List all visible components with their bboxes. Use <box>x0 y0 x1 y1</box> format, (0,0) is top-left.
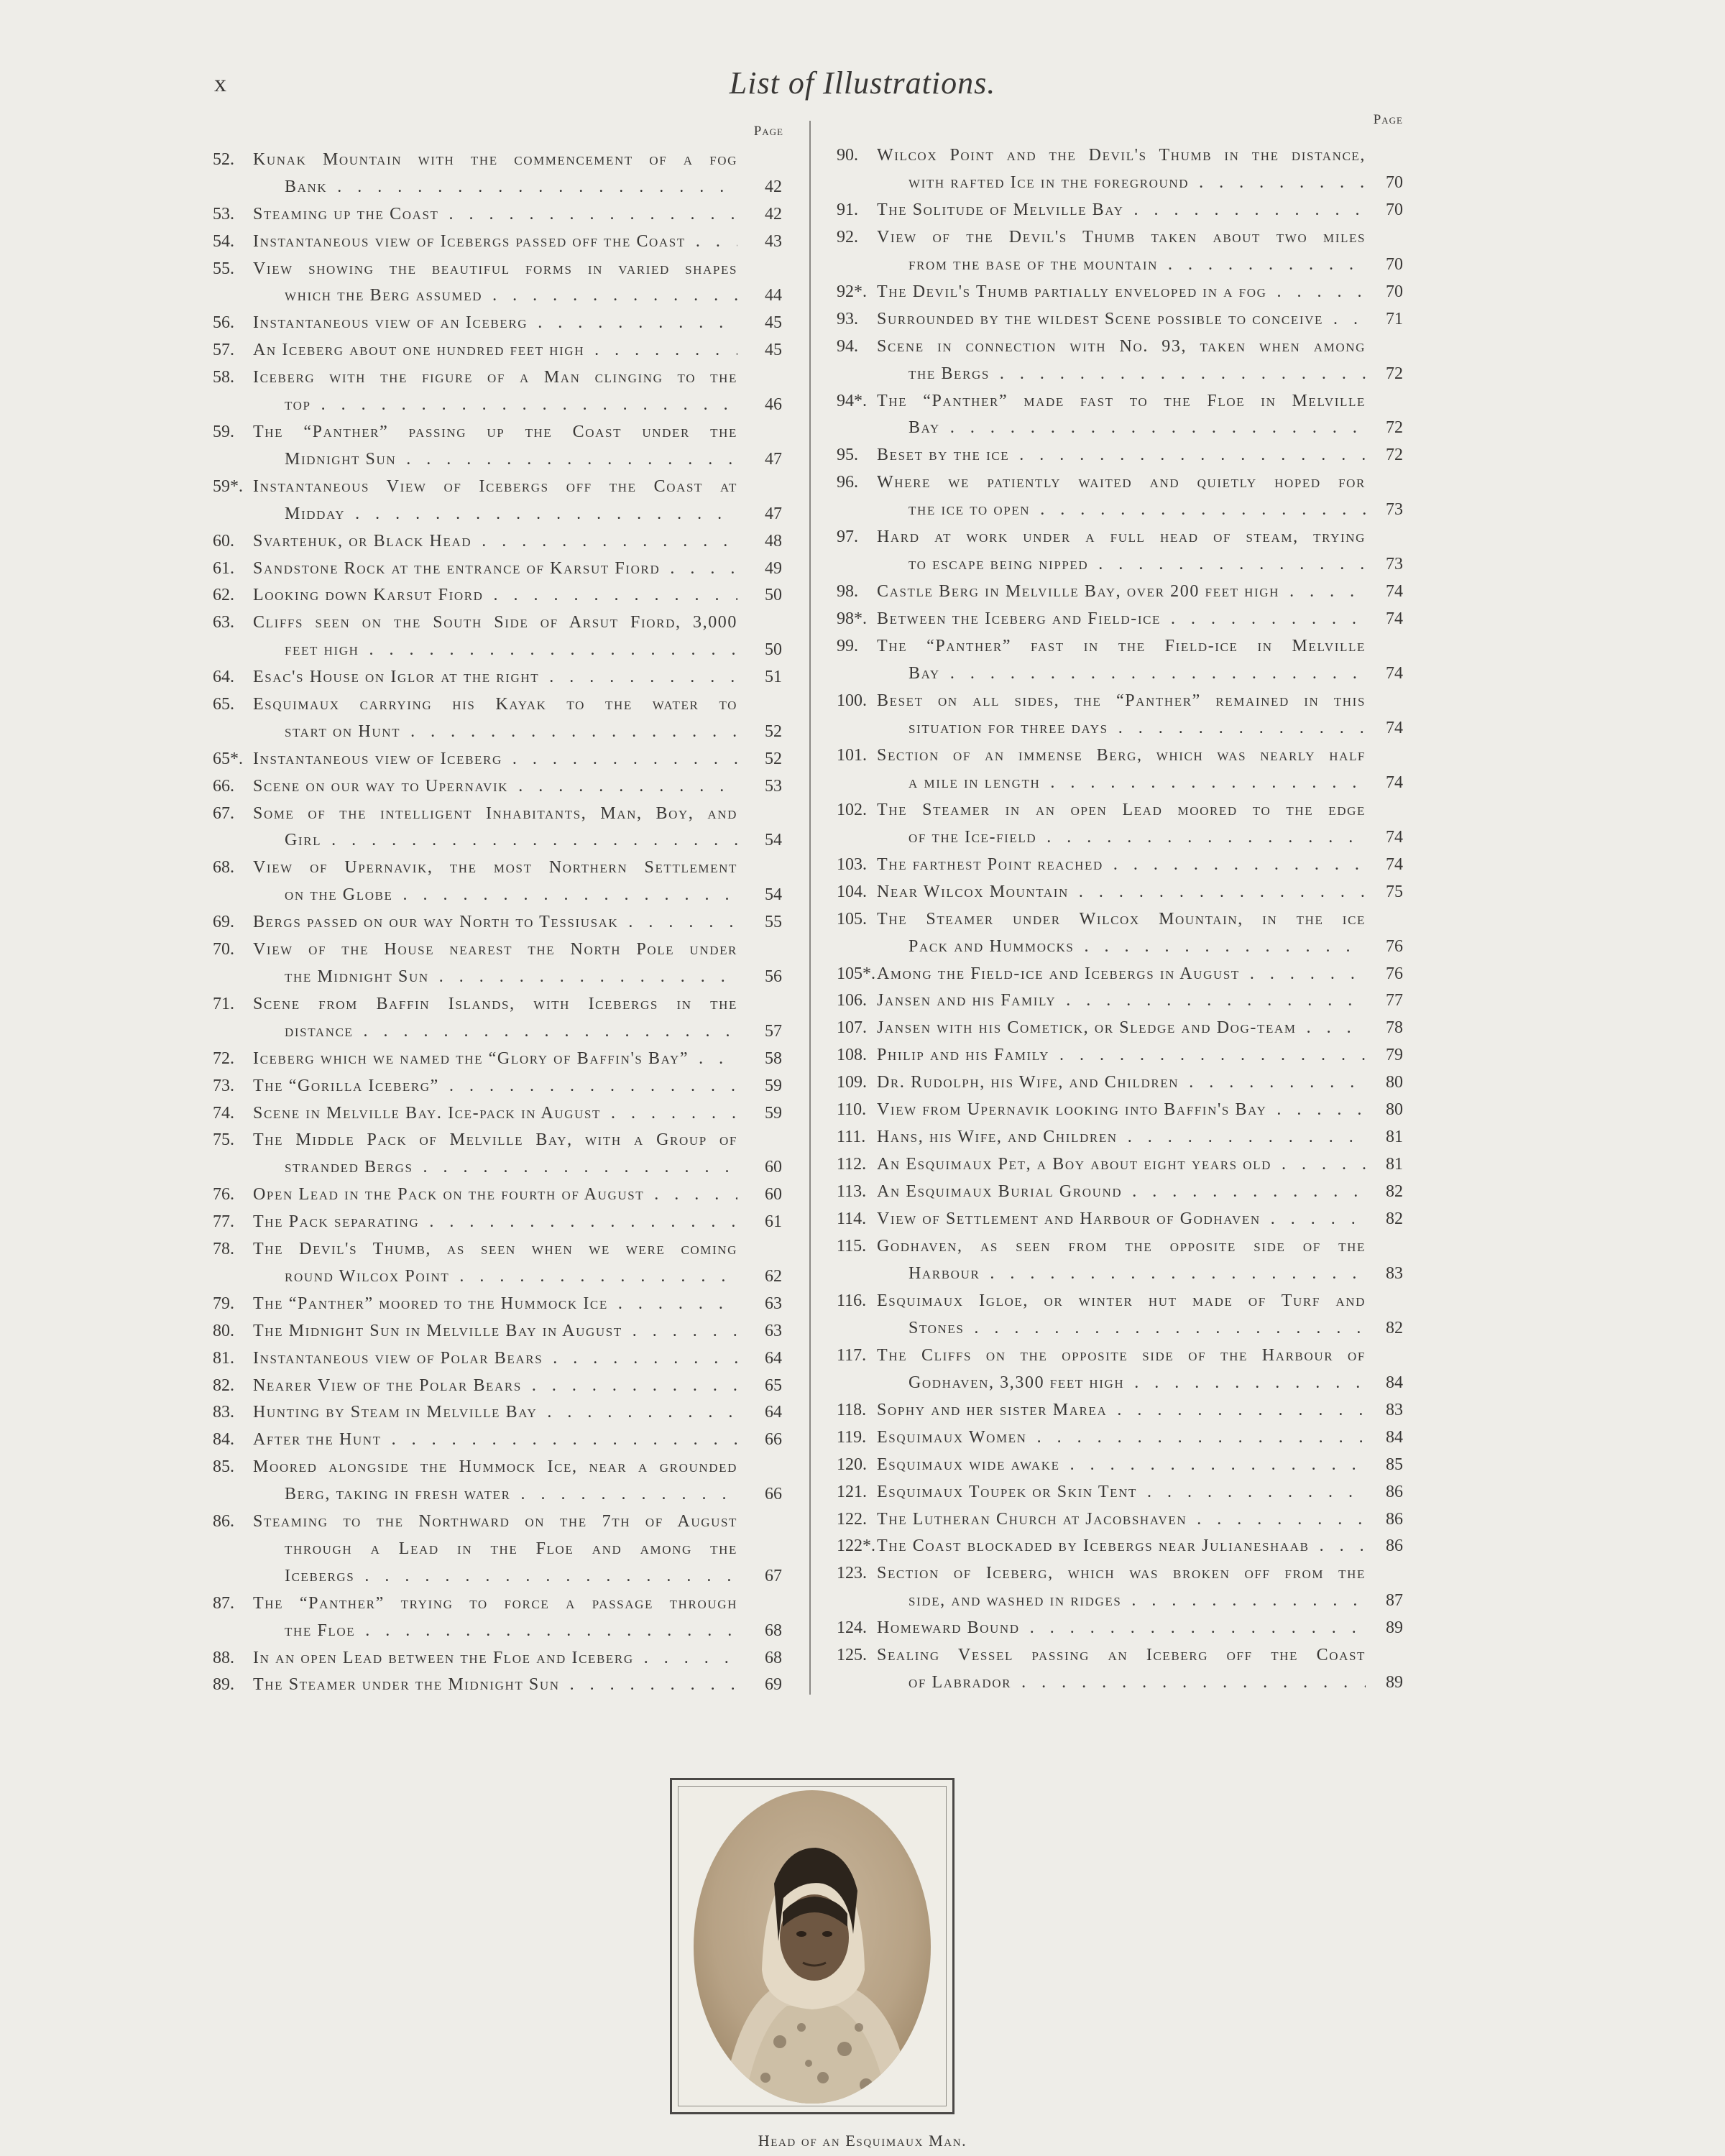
page-title: List of Illustrations. <box>729 65 996 101</box>
entry-page-number: 81 <box>1386 1128 1403 1147</box>
entry-page-number: 49 <box>765 558 782 578</box>
entry-title-line: Hunting by Steam in Melville Bay . . . <box>253 1399 737 1426</box>
entry-title-line: Between the Iceberg and Field-ice . . . <box>877 605 1366 632</box>
entry-page-number: 80 <box>1386 1100 1403 1120</box>
entry-title-line: Midnight Sun . . . <box>285 446 737 473</box>
entry-number: 100. <box>837 691 867 710</box>
entry-number: 125. <box>837 1646 867 1665</box>
entry-page-number: 60 <box>765 1158 782 1177</box>
entry-page-number: 53 <box>765 776 782 796</box>
entry-title-line: start on Hunt . . . <box>285 718 737 745</box>
entry-title-line: View from Upernavik looking into Baffin's Bay . . . <box>877 1096 1366 1123</box>
entry-number: 102. <box>837 800 867 819</box>
entry-title-line: Esquimaux Toupek or Skin Tent . . . <box>877 1478 1366 1506</box>
entry-number: 92. <box>837 227 858 247</box>
entry-page-number: 58 <box>765 1049 782 1068</box>
illustration-frame <box>670 1778 954 2114</box>
entry-number: 62. <box>213 586 234 605</box>
entry-number: 105*. <box>837 964 875 983</box>
entry-title-line: distance . . . <box>285 1018 737 1045</box>
entry-number: 85. <box>213 1457 234 1477</box>
entry-page-number: 47 <box>765 504 782 523</box>
entry-title-line: the Floe . . . <box>285 1617 737 1644</box>
entry-number: 65. <box>213 695 234 714</box>
entry-page-number: 72 <box>1386 418 1403 438</box>
entry-number: 73. <box>213 1076 234 1095</box>
entry-title-line: The farthest Point reached . . . <box>877 851 1366 878</box>
entry-title-line: situation for three days . . . <box>908 714 1366 742</box>
entry-title-line: Sophy and her sister Marea . . . <box>877 1396 1366 1424</box>
entry-number: 112. <box>837 1155 867 1174</box>
entry-page-number: 66 <box>765 1430 782 1450</box>
entry-page-number: 56 <box>765 967 782 986</box>
entry-title-line: Esac's House on Iglor at the right . . . <box>253 663 737 691</box>
entry-number: 111. <box>837 1128 866 1147</box>
entry-page-number: 74 <box>1386 827 1403 847</box>
entry-title-line: Esquimaux wide awake . . . <box>877 1451 1366 1478</box>
entry-number: 74. <box>213 1103 234 1123</box>
entry-title-line: An Esquimaux Pet, a Boy about eight years old . . . <box>877 1151 1366 1178</box>
entry-page-number: 74 <box>1386 582 1403 602</box>
entry-number: 66. <box>213 776 234 796</box>
entry-title-line: Bergs passed on our way North to Tessiusak . . . <box>253 908 737 936</box>
entry-title-line: Cliffs seen on the South Side of Arsut Fiord, 3,000 <box>253 613 737 632</box>
entry-page-number: 83 <box>1386 1263 1403 1283</box>
entry-title-line: An Iceberg about one hundred feet high . . . <box>253 336 737 364</box>
entry-page-number: 44 <box>765 286 782 305</box>
entry-page-number: 65 <box>765 1376 782 1395</box>
entry-title-line: through a Lead in the Floe and among the <box>285 1539 737 1558</box>
entry-page-number: 64 <box>765 1403 782 1422</box>
entry-title-line: a mile in length . . . <box>908 769 1366 796</box>
entry-number: 121. <box>837 1482 867 1501</box>
entry-number: 69. <box>213 913 234 932</box>
entry-page-number: 66 <box>765 1485 782 1504</box>
entry-page-number: 50 <box>765 640 782 660</box>
illustration-caption: Head of an Esquimaux Man. <box>758 2132 967 2150</box>
entry-page-number: 89 <box>1386 1673 1403 1692</box>
entry-title-line: Wilcox Point and the Devil's Thumb in the distance, <box>877 146 1366 165</box>
page-column-heading: Page <box>1373 112 1403 127</box>
entry-page-number: 55 <box>765 913 782 932</box>
entry-number: 75. <box>213 1130 234 1150</box>
entry-title-line: View of Settlement and Harbour of Godhaven . . . <box>877 1205 1366 1233</box>
entry-title-line: Bay . . . <box>908 414 1366 441</box>
entry-number: 82. <box>213 1376 234 1395</box>
entry-number: 116. <box>837 1291 867 1310</box>
entry-title-line: the Bergs . . . <box>908 360 1366 387</box>
entry-number: 90. <box>837 146 858 165</box>
entry-page-number: 59 <box>765 1076 782 1095</box>
entry-title-line: View of Upernavik, the most Northern Settlement <box>253 858 737 877</box>
entry-page-number: 82 <box>1386 1318 1403 1337</box>
entry-title-line: Scene in Melville Bay. Ice-pack in August . . . <box>253 1100 737 1127</box>
entry-title-line: Girl . . . <box>285 826 737 854</box>
entry-page-number: 52 <box>765 749 782 768</box>
entry-number: 115. <box>837 1237 867 1256</box>
entry-title-line: The Middle Pack of Melville Bay, with a Group of <box>253 1130 737 1150</box>
entry-page-number: 54 <box>765 831 782 850</box>
entry-number: 89. <box>213 1675 234 1695</box>
entry-title-line: Instantaneous view of Icebergs passed off the Coast . . . <box>253 228 737 255</box>
entry-title-line: Jansen with his Cometick, or Sledge and Dog-team . . . <box>877 1014 1366 1041</box>
entry-title-line: Berg, taking in fresh water . . . <box>285 1480 737 1508</box>
entry-title-line: Esquimaux Women . . . <box>877 1424 1366 1451</box>
entry-title-line: The Steamer under the Midnight Sun . . . <box>253 1671 737 1698</box>
entry-number: 91. <box>837 200 858 219</box>
entry-number: 59*. <box>213 476 243 496</box>
entry-number: 103. <box>837 854 867 874</box>
entry-page-number: 76 <box>1386 936 1403 956</box>
entry-number: 79. <box>213 1294 234 1313</box>
entry-page-number: 73 <box>1386 555 1403 574</box>
entry-title-line: Iceberg which we named the “Glory of Baffin's Bay” . . . <box>253 1045 737 1072</box>
entry-title-line: side, and washed in ridges . . . <box>908 1587 1366 1614</box>
entry-title-line: of the Ice-field . . . <box>908 824 1366 851</box>
entry-page-number: 57 <box>765 1021 782 1041</box>
entry-number: 93. <box>837 309 858 328</box>
entry-page-number: 72 <box>1386 446 1403 465</box>
entry-page-number: 82 <box>1386 1210 1403 1229</box>
entry-page-number: 46 <box>765 395 782 415</box>
entry-number: 72. <box>213 1049 234 1068</box>
entry-title-line: Svartehuk, or Black Head . . . <box>253 528 737 555</box>
entry-number: 52. <box>213 150 234 169</box>
entry-title-line: Jansen and his Family . . . <box>877 987 1366 1014</box>
entry-page-number: 83 <box>1386 1400 1403 1419</box>
entry-number: 122. <box>837 1509 867 1529</box>
entry-title-line: round Wilcox Point . . . <box>285 1263 737 1290</box>
entry-page-number: 72 <box>1386 364 1403 383</box>
entry-title-line: Near Wilcox Mountain . . . <box>877 878 1366 906</box>
entry-number: 80. <box>213 1321 234 1340</box>
entry-page-number: 67 <box>765 1566 782 1585</box>
entry-number: 124. <box>837 1618 867 1638</box>
entry-number: 98*. <box>837 609 867 629</box>
entry-title-line: the Midnight Sun . . . <box>285 963 737 990</box>
entry-number: 94*. <box>837 391 867 410</box>
entry-title-line: The “Panther” made fast to the Floe in Melville <box>877 391 1366 410</box>
entry-title-line: Hans, his Wife, and Children . . . <box>877 1123 1366 1151</box>
entry-title-line: with rafted Ice in the foreground . . . <box>908 169 1366 196</box>
entry-number: 97. <box>837 528 858 547</box>
entry-title-line: Beset by the ice . . . <box>877 441 1366 469</box>
entry-number: 58. <box>213 368 234 387</box>
entry-page-number: 87 <box>1386 1591 1403 1611</box>
entry-number: 61. <box>213 558 234 578</box>
entry-number: 106. <box>837 991 867 1010</box>
entry-title-line: on the Globe . . . <box>285 881 737 908</box>
entry-title-line: the ice to open . . . <box>908 496 1366 523</box>
entry-title-line: Scene from Baffin Islands, with Icebergs in the <box>253 994 737 1013</box>
entry-page-number: 61 <box>765 1212 782 1232</box>
entry-number: 56. <box>213 313 234 333</box>
entry-title-line: Harbour . . . <box>908 1260 1366 1287</box>
entry-title-line: The “Panther” passing up the Coast under the <box>253 423 737 441</box>
entry-page-number: 45 <box>765 313 782 333</box>
entry-title-line: Bank . . . <box>285 173 737 201</box>
entry-title-line: Pack and Hummocks . . . <box>908 933 1366 960</box>
entry-page-number: 85 <box>1386 1455 1403 1474</box>
entry-title-line: In an open Lead between the Floe and Iceberg . . . <box>253 1644 737 1672</box>
entry-page-number: 78 <box>1386 1018 1403 1038</box>
entry-number: 118. <box>837 1400 867 1419</box>
entry-title-line: Among the Field-ice and Icebergs in August . . . <box>877 960 1366 987</box>
entry-title-line: Iceberg with the figure of a Man clinging to the <box>253 368 737 387</box>
entry-title-line: Moored alongside the Hummock Ice, near a grounded <box>253 1457 737 1477</box>
entry-title-line: Nearer View of the Polar Bears . . . <box>253 1372 737 1399</box>
entry-number: 84. <box>213 1430 234 1450</box>
entry-page-number: 74 <box>1386 664 1403 683</box>
entry-number: 65*. <box>213 749 243 768</box>
page-number: x <box>214 70 227 97</box>
entry-title-line: which the Berg assumed . . . <box>285 282 737 309</box>
entry-page-number: 60 <box>765 1185 782 1204</box>
entry-title-line: Godhaven, as seen from the opposite side of the <box>877 1237 1366 1256</box>
entry-page-number: 79 <box>1386 1046 1403 1065</box>
entry-number: 57. <box>213 341 234 360</box>
entry-title-line: Sandstone Rock at the entrance of Karsut Fiord . . . <box>253 555 737 582</box>
entry-title-line: Sealing Vessel passing an Iceberg off the Coast <box>877 1646 1366 1665</box>
entry-number: 119. <box>837 1427 867 1447</box>
entry-number: 105. <box>837 909 867 929</box>
entry-title-line: Section of an immense Berg, which was nearly half <box>877 745 1366 765</box>
entry-page-number: 80 <box>1386 1073 1403 1092</box>
entry-number: 54. <box>213 231 234 251</box>
entry-number: 92*. <box>837 282 867 301</box>
entry-title-line: Midday . . . <box>285 500 737 528</box>
entry-title-line: Scene on our way to Upernavik . . . <box>253 773 737 800</box>
entry-title-line: Scene in connection with No. 93, taken when among <box>877 336 1366 356</box>
entry-title-line: to escape being nipped . . . <box>908 550 1366 578</box>
entry-number: 86. <box>213 1512 234 1531</box>
entry-title-line: Instantaneous view of Iceberg . . . <box>253 745 737 773</box>
entry-number: 117. <box>837 1345 867 1365</box>
entry-number: 68. <box>213 858 234 877</box>
entry-title-line: Instantaneous view of an Iceberg . . . <box>253 309 737 336</box>
entry-page-number: 82 <box>1386 1182 1403 1202</box>
entry-title-line: Instantaneous view of Polar Bears . . . <box>253 1345 737 1372</box>
entry-number: 59. <box>213 423 234 441</box>
entry-title-line: Icebergs . . . <box>285 1562 737 1590</box>
entry-number: 71. <box>213 994 234 1013</box>
entry-number: 99. <box>837 637 858 656</box>
entry-title-line: Esquimaux carrying his Kayak to the water to <box>253 695 737 714</box>
entry-title-line: Bay . . . <box>908 660 1366 687</box>
entry-page-number: 73 <box>1386 500 1403 520</box>
entry-title-line: View of the House nearest the North Pole under <box>253 940 737 959</box>
entry-number: 63. <box>213 613 234 632</box>
entry-title-line: The “Panther” trying to force a passage through <box>253 1593 737 1613</box>
entry-page-number: 71 <box>1386 309 1403 328</box>
entry-page-number: 84 <box>1386 1427 1403 1447</box>
entry-number: 64. <box>213 668 234 687</box>
entry-page-number: 70 <box>1386 282 1403 301</box>
entry-title-line: The Midnight Sun in Melville Bay in August . . . <box>253 1317 737 1345</box>
entry-page-number: 47 <box>765 449 782 469</box>
entry-title-line: The Steamer under Wilcox Mountain, in the ice <box>877 909 1366 929</box>
entry-page-number: 77 <box>1386 991 1403 1010</box>
entry-title-line: The “Panther” moored to the Hummock Ice . . . <box>253 1290 737 1317</box>
entry-number: 94. <box>837 336 858 356</box>
entry-title-line: Esquimaux Igloe, or winter hut made of Turf and <box>877 1291 1366 1310</box>
entry-title-line: Beset on all sides, the “Panther” remained in this <box>877 691 1366 710</box>
column-divider <box>809 121 811 1695</box>
entry-page-number: 84 <box>1386 1373 1403 1392</box>
entry-page-number: 63 <box>765 1294 782 1313</box>
entry-number: 88. <box>213 1648 234 1667</box>
entry-title-line: Philip and his Family . . . <box>877 1041 1366 1069</box>
entry-title-line: Castle Berg in Melville Bay, over 200 feet high . . . <box>877 578 1366 605</box>
entry-number: 109. <box>837 1073 867 1092</box>
entry-page-number: 54 <box>765 885 782 905</box>
entry-number: 55. <box>213 259 234 278</box>
entry-title-line: Some of the intelligent Inhabitants, Man, Boy, and <box>253 803 737 823</box>
entry-number: 120. <box>837 1455 867 1474</box>
entry-page-number: 59 <box>765 1103 782 1123</box>
entry-number: 113. <box>837 1182 867 1202</box>
entry-page-number: 63 <box>765 1321 782 1340</box>
entry-title-line: Where we patiently waited and quietly hoped for <box>877 473 1366 492</box>
entry-title-line: The Steamer in an open Lead moored to the edge <box>877 800 1366 819</box>
entry-page-number: 68 <box>765 1648 782 1667</box>
entry-number: 67. <box>213 803 234 823</box>
entry-title-line: The Pack separating . . . <box>253 1208 737 1235</box>
entry-title-line: The Solitude of Melville Bay . . . <box>877 196 1366 224</box>
entry-title-line: Hard at work under a full head of steam, trying <box>877 528 1366 547</box>
entry-page-number: 70 <box>1386 200 1403 219</box>
entry-page-number: 64 <box>765 1348 782 1368</box>
entry-number: 122*. <box>837 1537 875 1556</box>
entry-number: 98. <box>837 582 858 602</box>
entry-title-line: Steaming to the Northward on the 7th of August <box>253 1512 737 1531</box>
entry-page-number: 69 <box>765 1675 782 1695</box>
portrait-photo <box>694 1790 931 2104</box>
entry-title-line: The “Gorilla Iceberg” . . . <box>253 1072 737 1100</box>
entry-page-number: 76 <box>1386 964 1403 983</box>
entry-page-number: 52 <box>765 722 782 741</box>
entry-page-number: 42 <box>765 204 782 224</box>
entry-title-line: top . . . <box>285 391 737 418</box>
entry-number: 96. <box>837 473 858 492</box>
entry-page-number: 86 <box>1386 1509 1403 1529</box>
entry-number: 53. <box>213 204 234 224</box>
entry-title-line: View of the Devil's Thumb taken about two miles <box>877 227 1366 247</box>
entry-number: 101. <box>837 745 867 765</box>
entry-number: 60. <box>213 531 234 550</box>
entry-page-number: 50 <box>765 586 782 605</box>
entry-number: 87. <box>213 1593 234 1613</box>
entry-number: 104. <box>837 882 867 901</box>
entry-page-number: 75 <box>1386 882 1403 901</box>
entry-title-line: The “Panther” fast in the Field-ice in Melville <box>877 637 1366 656</box>
entry-number: 95. <box>837 446 858 465</box>
entry-title-line: Looking down Karsut Fiord . . . <box>253 581 737 609</box>
entry-number: 81. <box>213 1348 234 1368</box>
entry-number: 70. <box>213 940 234 959</box>
entry-page-number: 70 <box>1386 254 1403 274</box>
entry-page-number: 86 <box>1386 1537 1403 1556</box>
entry-page-number: 74 <box>1386 773 1403 792</box>
entry-page-number: 74 <box>1386 854 1403 874</box>
entry-title-line: After the Hunt . . . <box>253 1426 737 1453</box>
entry-title-line: Kunak Mountain with the commencement of a fog <box>253 150 737 169</box>
entry-number: 108. <box>837 1046 867 1065</box>
entry-number: 114. <box>837 1210 867 1229</box>
entry-title-line: Godhaven, 3,300 feet high . . . <box>908 1369 1366 1396</box>
entry-title-line: View showing the beautiful forms in varied shapes <box>253 259 737 278</box>
entry-title-line: Steaming up the Coast . . . <box>253 201 737 228</box>
entry-title-line: The Coast blockaded by Icebergs near Julianeshaab . . . <box>877 1532 1366 1560</box>
entry-title-line: Section of Iceberg, which was broken off from the <box>877 1564 1366 1583</box>
entry-title-line: Stones . . . <box>908 1314 1366 1342</box>
entry-title-line: Homeward Bound . . . <box>877 1614 1366 1641</box>
entry-title-line: The Lutheran Church at Jacobshaven . . . <box>877 1506 1366 1533</box>
entry-number: 78. <box>213 1240 234 1258</box>
entry-title-line: from the base of the mountain . . . <box>908 251 1366 278</box>
entry-page-number: 86 <box>1386 1482 1403 1501</box>
entry-page-number: 74 <box>1386 609 1403 629</box>
entry-page-number: 62 <box>765 1266 782 1286</box>
entry-page-number: 43 <box>765 231 782 251</box>
page-column-heading: Page <box>753 124 783 139</box>
entry-number: 123. <box>837 1564 867 1583</box>
entry-page-number: 42 <box>765 177 782 196</box>
entry-number: 76. <box>213 1185 234 1204</box>
entry-title-line: The Devil's Thumb, as seen when we were coming <box>253 1240 737 1258</box>
entry-page-number: 48 <box>765 531 782 550</box>
entry-page-number: 68 <box>765 1621 782 1640</box>
entry-title-line: Dr. Rudolph, his Wife, and Children . . . <box>877 1069 1366 1096</box>
entry-number: 107. <box>837 1018 867 1038</box>
entry-page-number: 81 <box>1386 1155 1403 1174</box>
entry-page-number: 45 <box>765 341 782 360</box>
entry-title-line: The Devil's Thumb partially enveloped in a fog . . . <box>877 278 1366 305</box>
entry-page-number: 74 <box>1386 718 1403 737</box>
entry-title-line: Instantaneous View of Icebergs off the Coast at <box>253 476 737 496</box>
entry-page-number: 70 <box>1386 172 1403 192</box>
entry-page-number: 51 <box>765 668 782 687</box>
entry-title-line: Open Lead in the Pack on the fourth of August . . . <box>253 1181 737 1208</box>
entry-title-line: stranded Bergs . . . <box>285 1153 737 1181</box>
entry-title-line: An Esquimaux Burial Ground . . . <box>877 1178 1366 1205</box>
entry-title-line: The Cliffs on the opposite side of the Harbour of <box>877 1345 1366 1365</box>
entry-number: 77. <box>213 1212 234 1232</box>
entry-number: 83. <box>213 1403 234 1422</box>
entry-title-line: of Labrador . . . <box>908 1669 1366 1696</box>
entry-number: 110. <box>837 1100 867 1120</box>
entry-title-line: Surrounded by the wildest Scene possible to conceive . . . <box>877 305 1366 333</box>
entry-title-line: feet high . . . <box>285 636 737 663</box>
entry-page-number: 89 <box>1386 1618 1403 1638</box>
